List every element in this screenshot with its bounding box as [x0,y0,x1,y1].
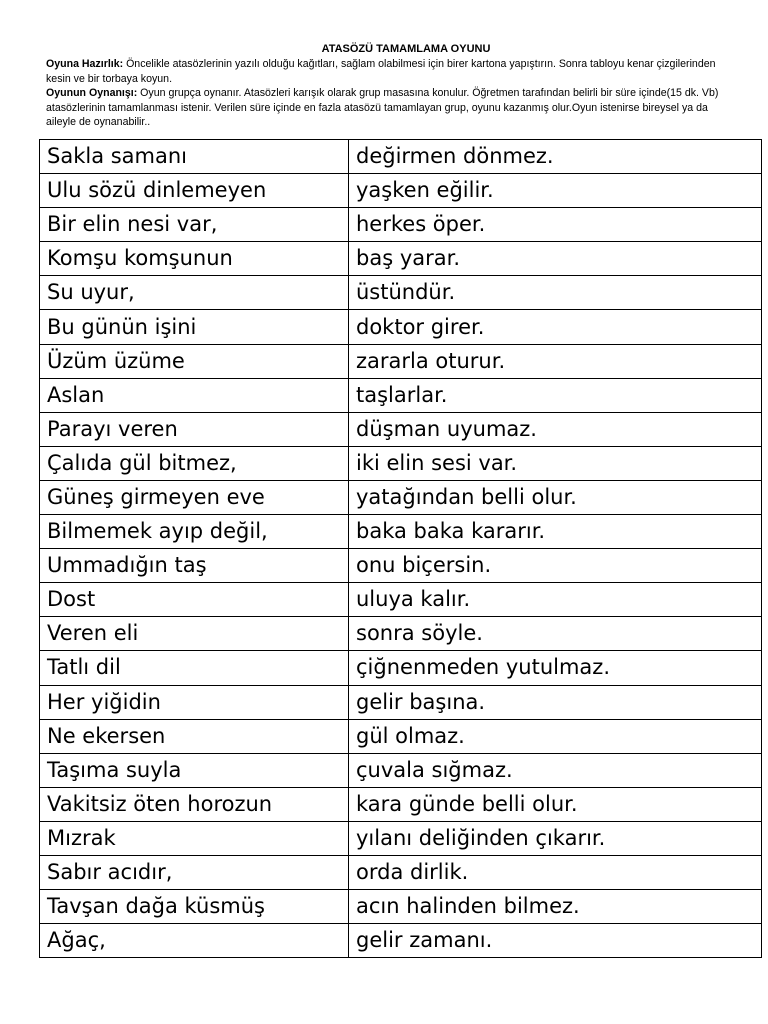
table-row [40,208,762,242]
proverb-end-cell: kara günde belli olur. [349,787,762,821]
table-row [40,617,762,651]
table-row [40,753,762,787]
proverb-end-cell: yılanı deliğinden çıkarır. [349,821,762,855]
proverb-start-cell: Tavşan dağa küsmüş [40,890,349,924]
proverb-table [39,139,762,958]
proverb-end-cell: baka baka kararır. [349,515,762,549]
table-row [40,890,762,924]
table-row [40,583,762,617]
proverb-start-cell: Ne ekersen [40,719,349,753]
table-row [40,515,762,549]
table-row [40,344,762,378]
proverb-end-cell: üstündür. [349,276,762,310]
proverb-end-cell: çiğnenmeden yutulmaz. [349,651,762,685]
proverb-end-cell: taşlarlar. [349,378,762,412]
proverb-start-cell: Her yiğidin [40,685,349,719]
proverb-end-cell: acın halinden bilmez. [349,890,762,924]
table-row [40,412,762,446]
proverb-start-cell: Ağaç, [40,924,349,958]
preparation-label: Oyuna Hazırlık: [46,58,124,71]
proverb-end-cell: onu biçersin. [349,549,762,583]
proverb-end-cell: sonra söyle. [349,617,762,651]
proverb-end-cell: gelir başına. [349,685,762,719]
preparation-paragraph [46,57,726,86]
table-row [40,140,762,174]
gameplay-label: Oyunun Oynanışı: [46,87,138,100]
proverb-end-cell: yatağından belli olur. [349,480,762,514]
table-row [40,378,762,412]
table-row [40,719,762,753]
table-row [40,821,762,855]
preparation-text: Öncelikle atasözlerinin yazılı olduğu kağıtları, sağlam olabilmesi için birer kartona yapıştırın. Sonra tabloyu kenar çizgilerinden kesin ve bir torbaya koyun. [46,58,716,85]
gameplay-paragraph [46,86,726,129]
proverb-start-cell: Su uyur, [40,276,349,310]
proverb-end-cell: değirmen dönmez. [349,140,762,174]
page-title: ATASÖZÜ TAMAMLAMA OYUNU [321,43,491,55]
gameplay-text: Oyun grupça oynanır. Atasözleri karışık olarak grup masasına konulur. Öğretmen tarafından belirli bir süre içinde(15 dk. Vb) atasözlerinin tamamlanması istenir. Verilen süre içinde en fazla atasözü tamamlayan grup, oyunu kazanmış olur.Oyun istenirse bireysel ya da aileyle de oynanabilir.. [46,87,719,129]
proverb-end-cell: uluya kalır. [349,583,762,617]
document-header [46,42,726,129]
table-row [40,480,762,514]
proverb-start-cell: Bir elin nesi var, [40,208,349,242]
proverb-start-cell: Veren eli [40,617,349,651]
proverb-start-cell: Üzüm üzüme [40,344,349,378]
table-row [40,787,762,821]
proverb-start-cell: Çalıda gül bitmez, [40,446,349,480]
proverb-end-cell: düşman uyumaz. [349,412,762,446]
proverb-end-cell: yaşken eğilir. [349,174,762,208]
proverb-start-cell: Bu günün işini [40,310,349,344]
table-row [40,855,762,889]
proverb-end-cell: çuvala sığmaz. [349,753,762,787]
table-row [40,174,762,208]
proverb-start-cell: Ulu sözü dinlemeyen [40,174,349,208]
proverb-start-cell: Taşıma suyla [40,753,349,787]
table-row [40,310,762,344]
table-row [40,924,762,958]
proverb-start-cell: Mızrak [40,821,349,855]
table-row [40,685,762,719]
proverb-end-cell: orda dirlik. [349,855,762,889]
proverb-start-cell: Sabır acıdır, [40,855,349,889]
proverb-end-cell: zararla oturur. [349,344,762,378]
proverb-start-cell: Dost [40,583,349,617]
table-row [40,446,762,480]
proverb-start-cell: Güneş girmeyen eve [40,480,349,514]
proverb-end-cell: baş yarar. [349,242,762,276]
proverb-end-cell: doktor girer. [349,310,762,344]
table-row [40,651,762,685]
proverb-start-cell: Parayı veren [40,412,349,446]
proverb-end-cell: gül olmaz. [349,719,762,753]
proverb-start-cell: Ummadığın taş [40,549,349,583]
proverb-table-body [40,140,762,958]
proverb-start-cell: Sakla samanı [40,140,349,174]
table-row [40,276,762,310]
proverb-end-cell: gelir zamanı. [349,924,762,958]
proverb-end-cell: herkes öper. [349,208,762,242]
proverb-start-cell: Komşu komşunun [40,242,349,276]
proverb-start-cell: Vakitsiz öten horozun [40,787,349,821]
proverb-start-cell: Aslan [40,378,349,412]
proverb-start-cell: Bilmemek ayıp değil, [40,515,349,549]
proverb-end-cell: iki elin sesi var. [349,446,762,480]
proverb-start-cell: Tatlı dil [40,651,349,685]
table-row [40,242,762,276]
table-row [40,549,762,583]
